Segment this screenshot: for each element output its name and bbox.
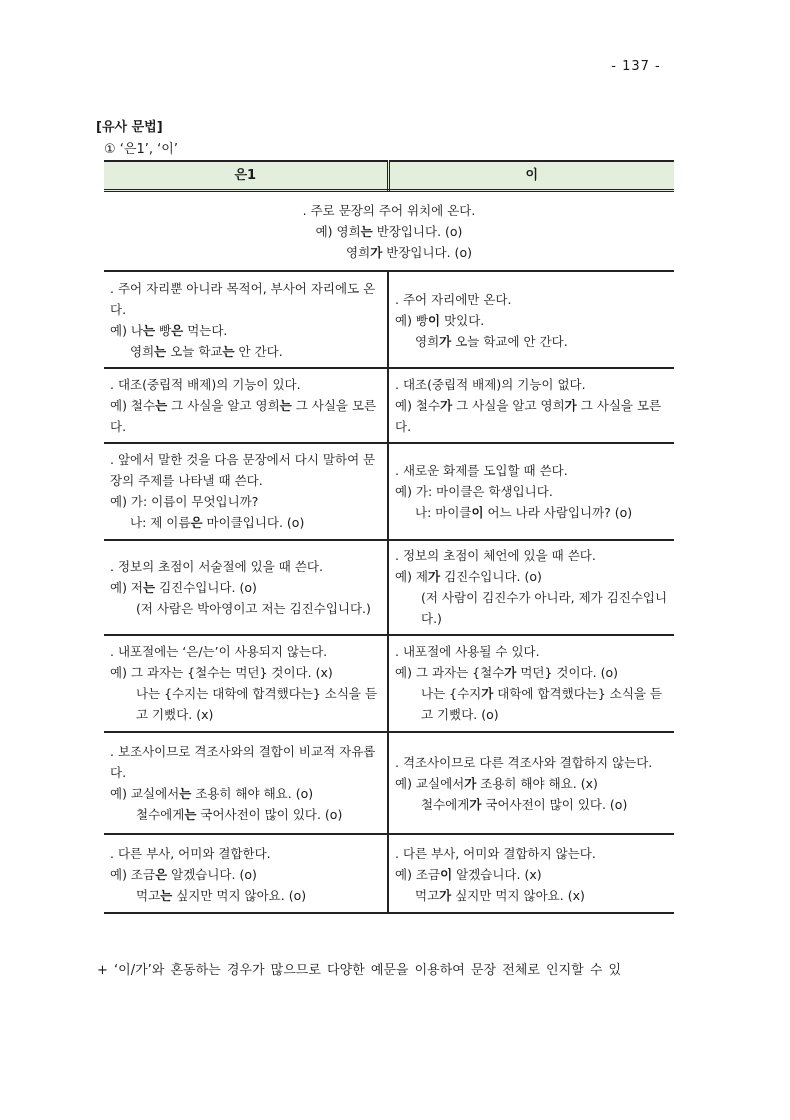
text-segment: 예) 빵 xyxy=(395,312,429,328)
particle-highlight: 은 xyxy=(155,867,168,882)
eun-cell xyxy=(104,732,388,834)
page-number: - 137 - xyxy=(611,59,661,74)
particle-highlight: 이 xyxy=(471,504,484,520)
text-segment: 영희 xyxy=(346,244,371,260)
eun-cell xyxy=(104,635,388,732)
text-segment: 예) 나 xyxy=(110,323,144,338)
particle-highlight: 는 xyxy=(143,323,156,338)
i-cell xyxy=(388,732,674,834)
text-segment: 나는 {수지 xyxy=(421,686,482,701)
text-segment: 어느 나라 사람입니까? (o) xyxy=(483,504,633,520)
cell-line xyxy=(395,310,668,331)
text-segment: . 격조사이므로 다른 격조사와 결합하지 않는다. xyxy=(395,754,653,770)
text-segment: 반장입니다. (o) xyxy=(372,223,463,239)
grammar-comparison-table xyxy=(104,160,674,914)
cell-line xyxy=(395,843,668,864)
text-segment: 안 간다. xyxy=(234,344,283,359)
eun-cell xyxy=(104,540,388,635)
i-cell xyxy=(388,635,674,732)
common-line xyxy=(110,200,668,221)
cell-line xyxy=(395,885,668,906)
cell-line xyxy=(395,395,668,437)
cell-line xyxy=(110,320,381,341)
text-segment: 싶지만 먹지 않아요. (x) xyxy=(451,888,585,903)
particle-highlight: 가 xyxy=(439,333,452,349)
particle-highlight: 가 xyxy=(464,775,477,791)
text-segment: 나: 제 이름 xyxy=(130,515,191,530)
cell-line xyxy=(110,556,381,577)
text-segment: 조용히 해야 해요. (o) xyxy=(191,786,314,801)
text-segment: 알겠습니다. (o) xyxy=(167,867,257,882)
table-row xyxy=(104,732,674,834)
particle-highlight: 가 xyxy=(370,244,383,260)
cell-line xyxy=(110,598,381,619)
cell-line xyxy=(395,662,668,683)
cell-line xyxy=(110,843,381,864)
text-segment: (저 사람은 박아영이고 저는 김진수입니다.) xyxy=(136,600,371,616)
particle-highlight: 는 xyxy=(222,344,235,359)
particle-highlight: 는 xyxy=(155,398,168,413)
text-segment: 예) 저 xyxy=(110,579,144,595)
particle-highlight: 가 xyxy=(428,569,441,584)
cell-line xyxy=(110,641,381,662)
text-segment: 영희 xyxy=(415,333,440,349)
cell-line xyxy=(110,683,381,725)
text-segment: 반장입니다. (o) xyxy=(382,244,472,260)
cell-line xyxy=(110,512,381,533)
particle-highlight: 가 xyxy=(440,398,453,413)
text-segment: 오늘 학교에 안 간다. xyxy=(451,333,568,349)
text-segment: 예) 조금 xyxy=(395,867,441,882)
cell-line xyxy=(395,331,668,352)
text-segment: 국어사전이 많이 있다. (o) xyxy=(196,807,343,822)
text-segment: . 대조(중립적 배제)의 기능이 없다. xyxy=(395,377,586,392)
text-segment: 예) 그 과자는 {철수는 먹던} 것이다. (x) xyxy=(110,665,333,680)
text-segment: 예) 철수 xyxy=(395,398,441,413)
cell-line xyxy=(395,289,668,310)
particle-highlight: 은 xyxy=(190,515,203,530)
text-segment: 김진수입니다. (o) xyxy=(440,569,542,584)
text-segment: . 대조(중립적 배제)의 기능이 있다. xyxy=(110,377,301,392)
text-segment: 맛있다. xyxy=(440,312,485,328)
text-segment: 예) 교실에서 xyxy=(110,786,180,801)
text-segment: . 다른 부사, 어미와 결합하지 않는다. xyxy=(395,846,596,861)
table-row xyxy=(104,368,674,443)
cell-line xyxy=(395,502,668,523)
text-segment: 김진수입니다. (o) xyxy=(155,579,257,595)
cell-line xyxy=(110,885,381,906)
text-segment: 나는 {수지는 대학에 합격했다는} 소식을 듣고 기뻤다. (x) xyxy=(136,686,378,722)
text-segment: . 정보의 초점이 서술절에 있을 때 쓴다. xyxy=(110,558,323,574)
common-line xyxy=(110,221,668,242)
text-segment: 예) 가: 이름이 무엇입니까? xyxy=(110,494,259,509)
footer-note: + ‘이/가’와 혼동하는 경우가 많으므로 다양한 예문을 이용하여 문장 전체로 인지할 수 있 xyxy=(97,963,622,978)
particle-highlight: 는 xyxy=(179,786,192,801)
text-segment: (저 사람이 김진수가 아니라, 제가 김진수입니다.) xyxy=(421,590,668,626)
subtitle: ① ‘은1’, ‘이’ xyxy=(104,142,178,157)
cell-line xyxy=(395,481,668,502)
particle-highlight: 이 xyxy=(428,312,441,328)
i-cell xyxy=(388,540,674,635)
particle-highlight: 는 xyxy=(184,807,197,822)
cell-line xyxy=(110,491,381,512)
table-row xyxy=(104,271,674,368)
cell-line xyxy=(395,374,668,395)
cell-line xyxy=(395,683,668,725)
text-segment: . 앞에서 말한 것을 다음 문장에서 다시 말하여 문장의 주제를 나타낼 때 쓴다. xyxy=(110,452,376,488)
particle-highlight: 은 xyxy=(171,323,184,338)
table-row xyxy=(104,443,674,540)
text-segment: 예) 영희 xyxy=(315,223,361,239)
eun-cell xyxy=(104,443,388,540)
text-segment: 마이클입니다. (o) xyxy=(202,515,305,530)
text-segment: 예) 가: 마이클은 학생입니다. xyxy=(395,483,553,499)
text-segment: 예) 조금 xyxy=(110,867,156,882)
text-segment: 조용히 해야 해요. (x) xyxy=(476,775,598,791)
text-segment: 알겠습니다. (x) xyxy=(452,867,542,882)
cell-line xyxy=(110,395,381,437)
particle-highlight: 는 xyxy=(154,344,167,359)
cell-line xyxy=(395,864,668,885)
i-cell xyxy=(388,271,674,368)
text-segment: 싶지만 먹지 않아요. (o) xyxy=(172,888,307,903)
text-segment: . 주어 자리에만 온다. xyxy=(395,291,512,307)
cell-line xyxy=(395,752,668,773)
particle-highlight: 는 xyxy=(279,398,292,413)
particle-highlight: 는 xyxy=(143,579,156,595)
common-line xyxy=(110,242,668,263)
text-segment: 나: 마이클 xyxy=(415,504,472,520)
text-segment: 먹는다. xyxy=(183,323,228,338)
particle-highlight: 가 xyxy=(504,665,517,680)
text-segment: . 다른 부사, 어미와 결합한다. xyxy=(110,846,271,861)
section-title: [유사 문법] xyxy=(96,120,163,135)
cell-line xyxy=(395,545,668,566)
column-header-eun: 은1 xyxy=(104,161,388,191)
text-segment: . 보조사이므로 격조사와의 결합이 비교적 자유롭다. xyxy=(110,744,376,780)
table-header-row xyxy=(104,161,674,191)
cell-line xyxy=(395,587,668,629)
text-segment: 예) 철수 xyxy=(110,398,156,413)
common-cell xyxy=(104,191,674,272)
text-segment: 대학에 합격했다는} 소식을 듣고 기뻤다. (o) xyxy=(421,686,663,722)
particle-highlight: 가 xyxy=(469,796,482,812)
eun-cell xyxy=(104,834,388,913)
text-segment: . 주어 자리뿐 아니라 목적어, 부사어 자리에도 온다. xyxy=(110,281,376,317)
i-cell xyxy=(388,443,674,540)
table-row xyxy=(104,834,674,913)
particle-highlight: 는 xyxy=(360,223,373,239)
text-segment: . 정보의 초점이 체언에 있을 때 쓴다. xyxy=(395,548,596,563)
text-segment: . 내포절에 사용될 수 있다. xyxy=(395,644,540,659)
table-row xyxy=(104,540,674,635)
cell-line xyxy=(110,804,381,825)
text-segment: 철수에게 xyxy=(421,796,470,812)
cell-line xyxy=(110,741,381,783)
text-segment: 먹고 xyxy=(136,888,161,903)
cell-line xyxy=(395,566,668,587)
i-cell xyxy=(388,368,674,443)
cell-line xyxy=(395,794,668,815)
cell-line xyxy=(110,783,381,804)
text-segment: 예) 제 xyxy=(395,569,429,584)
text-segment: 먹던} 것이다. (o) xyxy=(516,665,618,680)
particle-highlight: 는 xyxy=(160,888,173,903)
cell-line xyxy=(110,278,381,320)
eun-cell xyxy=(104,271,388,368)
text-segment: 빵 xyxy=(155,323,172,338)
text-segment: 철수에게 xyxy=(136,807,185,822)
text-segment: 그 사실을 알고 영희 xyxy=(452,398,565,413)
i-cell xyxy=(388,834,674,913)
cell-line xyxy=(395,773,668,794)
cell-line xyxy=(110,577,381,598)
column-header-i: 이 xyxy=(388,161,674,191)
cell-line xyxy=(110,864,381,885)
text-segment: 예) 그 과자는 {철수 xyxy=(395,665,505,680)
particle-highlight: 가 xyxy=(439,888,452,903)
text-segment: 영희 xyxy=(130,344,155,359)
text-segment: 오늘 학교 xyxy=(166,344,223,359)
text-segment: . 주로 문장의 주어 위치에 온다. xyxy=(302,202,476,218)
text-segment: 먹고 xyxy=(415,888,440,903)
cell-line xyxy=(110,374,381,395)
text-segment: . 내포절에는 ‘은/는’이 사용되지 않는다. xyxy=(110,644,328,659)
text-segment: 예) 교실에서 xyxy=(395,775,465,791)
cell-line xyxy=(110,341,381,362)
text-segment: 국어사전이 많이 있다. (o) xyxy=(481,796,628,812)
text-segment: 그 사실을 모른다. xyxy=(395,398,662,434)
particle-highlight: 가 xyxy=(481,686,494,701)
cell-line xyxy=(395,641,668,662)
text-segment: 그 사실을 모른다. xyxy=(110,398,377,434)
common-row xyxy=(104,191,674,272)
table-row xyxy=(104,635,674,732)
text-segment: . 새로운 화제를 도입할 때 쓴다. xyxy=(395,462,568,478)
cell-line xyxy=(110,662,381,683)
text-segment: 그 사실을 알고 영희 xyxy=(167,398,280,413)
eun-cell xyxy=(104,368,388,443)
cell-line xyxy=(110,449,381,491)
particle-highlight: 가 xyxy=(564,398,577,413)
cell-line xyxy=(395,460,668,481)
particle-highlight: 이 xyxy=(440,867,453,882)
